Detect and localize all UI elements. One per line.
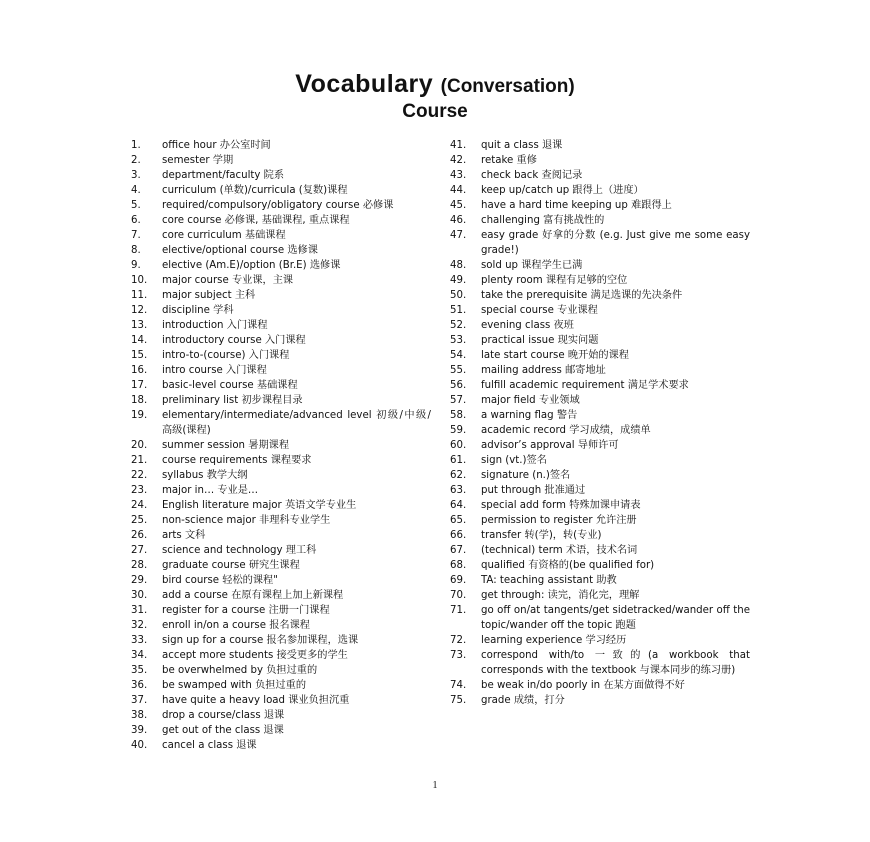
item-number: 25. bbox=[131, 515, 148, 526]
item-number: 24. bbox=[131, 500, 148, 511]
item-number: 53. bbox=[450, 335, 467, 346]
vocab-item bbox=[131, 438, 431, 453]
vocab-item bbox=[131, 708, 431, 723]
vocab-item bbox=[450, 213, 750, 228]
item-number: 73. bbox=[450, 650, 467, 661]
item-number: 13. bbox=[131, 320, 148, 331]
vocab-item bbox=[131, 558, 431, 573]
vocab-item bbox=[131, 528, 431, 543]
vocab-item bbox=[450, 558, 750, 573]
vocab-item bbox=[131, 483, 431, 498]
item-number: 43. bbox=[450, 170, 467, 181]
item-text: learning experience 学习经历 bbox=[481, 635, 627, 646]
item-number: 14. bbox=[131, 335, 148, 346]
item-text: cancel a class 退课 bbox=[162, 740, 257, 751]
item-text: transfer 转(学)，转(专业) bbox=[481, 530, 602, 541]
item-number: 38. bbox=[131, 710, 148, 721]
item-number: 20. bbox=[131, 440, 148, 451]
item-text: major in… 专业是… bbox=[162, 485, 259, 496]
item-text: retake 重修 bbox=[481, 155, 537, 166]
vocab-item bbox=[131, 678, 431, 693]
vocab-item bbox=[450, 273, 750, 288]
item-text: easy grade 好拿的分数 (e.g. Just give me some easy grade!) bbox=[481, 230, 750, 256]
vocab-item bbox=[450, 408, 750, 423]
item-text: be swamped with 负担过重的 bbox=[162, 680, 307, 691]
item-text: have a hard time keeping up 难跟得上 bbox=[481, 200, 672, 211]
vocab-item bbox=[131, 273, 431, 288]
item-text: special course 专业课程 bbox=[481, 305, 598, 316]
item-text: sold up 课程学生已满 bbox=[481, 260, 583, 271]
item-text: evening class 夜班 bbox=[481, 320, 574, 331]
item-text: major course 专业课，主课 bbox=[162, 275, 294, 286]
item-number: 57. bbox=[450, 395, 467, 406]
item-number: 41. bbox=[450, 140, 467, 151]
title-paren: (Conversation) bbox=[440, 76, 575, 97]
item-number: 7. bbox=[131, 230, 141, 241]
left-column bbox=[131, 138, 431, 753]
vocab-item bbox=[450, 633, 750, 648]
page-number: 1 bbox=[432, 780, 438, 791]
item-text: academic record 学习成绩，成绩单 bbox=[481, 425, 651, 436]
item-number: 70. bbox=[450, 590, 467, 601]
item-text: department/faculty 院系 bbox=[162, 170, 285, 181]
item-text: core course 必修课, 基础课程, 重点课程 bbox=[162, 215, 350, 226]
item-text: put through 批准通过 bbox=[481, 485, 586, 496]
page-title bbox=[0, 70, 870, 99]
vocab-item bbox=[131, 303, 431, 318]
item-text: non-science major 非理科专业学生 bbox=[162, 515, 331, 526]
item-number: 1. bbox=[131, 140, 141, 151]
vocab-item bbox=[450, 453, 750, 468]
vocab-item bbox=[131, 243, 431, 258]
vocab-item bbox=[131, 723, 431, 738]
vocab-item bbox=[131, 138, 431, 153]
vocab-item bbox=[450, 438, 750, 453]
item-number: 17. bbox=[131, 380, 148, 391]
item-number: 2. bbox=[131, 155, 141, 166]
item-number: 34. bbox=[131, 650, 148, 661]
vocab-item bbox=[450, 228, 750, 258]
item-number: 21. bbox=[131, 455, 148, 466]
vocab-item bbox=[131, 603, 431, 618]
item-number: 62. bbox=[450, 470, 467, 481]
vocab-item bbox=[131, 513, 431, 528]
item-number: 64. bbox=[450, 500, 467, 511]
item-number: 28. bbox=[131, 560, 148, 571]
item-number: 11. bbox=[131, 290, 148, 301]
item-text: accept more students 接受更多的学生 bbox=[162, 650, 348, 661]
item-text: science and technology 理工科 bbox=[162, 545, 317, 556]
item-text: register for a course 注册一门课程 bbox=[162, 605, 330, 616]
vocab-item bbox=[131, 453, 431, 468]
item-text: have quite a heavy load 课业负担沉重 bbox=[162, 695, 350, 706]
vocab-item bbox=[131, 543, 431, 558]
item-number: 39. bbox=[131, 725, 148, 736]
vocab-item bbox=[450, 498, 750, 513]
item-number: 71. bbox=[450, 605, 467, 616]
item-number: 52. bbox=[450, 320, 467, 331]
item-number: 35. bbox=[131, 665, 148, 676]
item-number: 26. bbox=[131, 530, 148, 541]
item-number: 55. bbox=[450, 365, 467, 376]
item-number: 63. bbox=[450, 485, 467, 496]
item-number: 51. bbox=[450, 305, 467, 316]
item-text: basic-level course 基础课程 bbox=[162, 380, 298, 391]
item-number: 69. bbox=[450, 575, 467, 586]
item-number: 67. bbox=[450, 545, 467, 556]
item-number: 45. bbox=[450, 200, 467, 211]
item-number: 68. bbox=[450, 560, 467, 571]
item-text: semester 学期 bbox=[162, 155, 234, 166]
item-text: elementary/intermediate/advanced level 初级/中级/高级(课程) bbox=[162, 410, 431, 436]
vocab-item bbox=[450, 378, 750, 393]
vocab-item bbox=[450, 423, 750, 438]
item-text: summer session 暑期课程 bbox=[162, 440, 290, 451]
vocab-item bbox=[450, 468, 750, 483]
item-number: 8. bbox=[131, 245, 141, 256]
item-number: 59. bbox=[450, 425, 467, 436]
item-text: course requirements 课程要求 bbox=[162, 455, 312, 466]
item-text: take the prerequisite 满足选课的先决条件 bbox=[481, 290, 683, 301]
item-number: 66. bbox=[450, 530, 467, 541]
item-number: 15. bbox=[131, 350, 148, 361]
item-number: 6. bbox=[131, 215, 141, 226]
vocab-item bbox=[450, 198, 750, 213]
vocab-item bbox=[450, 333, 750, 348]
item-text: graduate course 研究生课程 bbox=[162, 560, 300, 571]
item-text: (technical) term 术语，技术名词 bbox=[481, 545, 638, 556]
right-column bbox=[450, 138, 750, 708]
vocab-item bbox=[131, 228, 431, 243]
vocab-item bbox=[131, 648, 431, 663]
item-number: 48. bbox=[450, 260, 467, 271]
vocab-item bbox=[131, 183, 431, 198]
item-text: syllabus 教学大纲 bbox=[162, 470, 248, 481]
item-text: signature (n.)签名 bbox=[481, 470, 571, 481]
vocab-item bbox=[131, 168, 431, 183]
item-number: 16. bbox=[131, 365, 148, 376]
vocab-item bbox=[131, 333, 431, 348]
item-text: advisor’s approval 导师许可 bbox=[481, 440, 619, 451]
vocab-item bbox=[131, 408, 431, 438]
vocab-item bbox=[450, 138, 750, 153]
item-number: 23. bbox=[131, 485, 148, 496]
item-number: 32. bbox=[131, 620, 148, 631]
vocab-item bbox=[450, 543, 750, 558]
item-text: office hour 办公室时间 bbox=[162, 140, 271, 151]
item-text: be weak in/do poorly in 在某方面做得不好 bbox=[481, 680, 685, 691]
item-text: fulfill academic requirement 满足学术要求 bbox=[481, 380, 689, 391]
vocab-item bbox=[131, 588, 431, 603]
vocab-item bbox=[131, 498, 431, 513]
item-number: 50. bbox=[450, 290, 467, 301]
item-text: bird course 轻松的课程" bbox=[162, 575, 278, 586]
vocab-item bbox=[450, 318, 750, 333]
vocab-item bbox=[450, 348, 750, 363]
item-text: major subject 主科 bbox=[162, 290, 256, 301]
vocab-item bbox=[450, 393, 750, 408]
item-text: core curriculum 基础课程 bbox=[162, 230, 286, 241]
item-number: 19. bbox=[131, 410, 148, 421]
vocab-item bbox=[131, 393, 431, 408]
item-text: keep up/catch up 跟得上（进度） bbox=[481, 185, 644, 196]
vocab-item bbox=[450, 603, 750, 633]
item-number: 22. bbox=[131, 470, 148, 481]
item-text: intro course 入门课程 bbox=[162, 365, 267, 376]
item-number: 61. bbox=[450, 455, 467, 466]
vocab-item bbox=[131, 258, 431, 273]
item-number: 30. bbox=[131, 590, 148, 601]
item-number: 3. bbox=[131, 170, 141, 181]
item-text: quit a class 退课 bbox=[481, 140, 563, 151]
item-text: mailing address 邮寄地址 bbox=[481, 365, 606, 376]
item-number: 56. bbox=[450, 380, 467, 391]
item-number: 33. bbox=[131, 635, 148, 646]
item-number: 36. bbox=[131, 680, 148, 691]
vocab-item bbox=[450, 183, 750, 198]
item-number: 44. bbox=[450, 185, 467, 196]
vocab-item bbox=[131, 198, 431, 213]
vocab-item bbox=[131, 468, 431, 483]
vocab-item bbox=[131, 213, 431, 228]
vocab-item bbox=[131, 318, 431, 333]
item-number: 72. bbox=[450, 635, 467, 646]
item-text: challenging 富有挑战性的 bbox=[481, 215, 605, 226]
item-number: 9. bbox=[131, 260, 141, 271]
vocab-item bbox=[450, 168, 750, 183]
item-text: check back 查阅记录 bbox=[481, 170, 583, 181]
item-text: English literature major 英语文学专业生 bbox=[162, 500, 357, 511]
item-number: 54. bbox=[450, 350, 467, 361]
item-text: intro-to-(course) 入门课程 bbox=[162, 350, 290, 361]
item-number: 27. bbox=[131, 545, 148, 556]
item-number: 49. bbox=[450, 275, 467, 286]
item-text: add a course 在原有课程上加上新课程 bbox=[162, 590, 344, 601]
item-number: 31. bbox=[131, 605, 148, 616]
item-text: enroll in/on a course 报名课程 bbox=[162, 620, 310, 631]
vocab-item bbox=[450, 528, 750, 543]
item-number: 12. bbox=[131, 305, 148, 316]
item-number: 5. bbox=[131, 200, 141, 211]
vocab-item bbox=[450, 693, 750, 708]
item-number: 29. bbox=[131, 575, 148, 586]
vocab-item bbox=[131, 348, 431, 363]
item-text: preliminary list 初步课程目录 bbox=[162, 395, 303, 406]
item-text: sign (vt.)签名 bbox=[481, 455, 547, 466]
vocab-item bbox=[131, 738, 431, 753]
item-text: special add form 特殊加课申请表 bbox=[481, 500, 641, 511]
item-number: 10. bbox=[131, 275, 148, 286]
item-number: 65. bbox=[450, 515, 467, 526]
item-number: 40. bbox=[131, 740, 148, 751]
vocab-item bbox=[450, 513, 750, 528]
vocab-item bbox=[450, 153, 750, 168]
item-text: get through: 读完，消化完，理解 bbox=[481, 590, 640, 601]
vocab-item bbox=[131, 288, 431, 303]
item-number: 58. bbox=[450, 410, 467, 421]
item-number: 37. bbox=[131, 695, 148, 706]
item-number: 74. bbox=[450, 680, 467, 691]
item-text: be overwhelmed by 负担过重的 bbox=[162, 665, 318, 676]
item-number: 60. bbox=[450, 440, 467, 451]
item-text: curriculum (单数)/curricula (复数)课程 bbox=[162, 185, 348, 196]
item-text: qualified 有资格的(be qualified for) bbox=[481, 560, 655, 571]
vocab-item bbox=[131, 363, 431, 378]
item-text: correspond with/to 一致的(a workbook that corresponds with the textbook 与课本同步的练习册) bbox=[481, 650, 750, 676]
vocab-item bbox=[450, 483, 750, 498]
vocab-item bbox=[450, 258, 750, 273]
item-text: elective/optional course 选修课 bbox=[162, 245, 318, 256]
item-text: TA: teaching assistant 助教 bbox=[481, 575, 617, 586]
vocab-item bbox=[131, 693, 431, 708]
vocab-item bbox=[450, 588, 750, 603]
item-number: 47. bbox=[450, 230, 467, 241]
page-subtitle: Course bbox=[402, 101, 468, 122]
vocab-item bbox=[131, 633, 431, 648]
item-text: elective (Am.E)/option (Br.E) 选修课 bbox=[162, 260, 341, 271]
item-text: a warning flag 警告 bbox=[481, 410, 578, 421]
item-text: plenty room 课程有足够的空位 bbox=[481, 275, 628, 286]
item-text: get out of the class 退课 bbox=[162, 725, 284, 736]
item-text: introductory course 入门课程 bbox=[162, 335, 306, 346]
vocab-item bbox=[450, 288, 750, 303]
item-text: required/compulsory/obligatory course 必修课 bbox=[162, 200, 394, 211]
item-text: major field 专业领域 bbox=[481, 395, 580, 406]
item-text: go off on/at tangents/get sidetracked/wander off the topic/wander off the topic 跑题 bbox=[481, 605, 750, 631]
title-main: Vocabulary bbox=[295, 70, 441, 98]
vocab-item bbox=[131, 573, 431, 588]
item-number: 42. bbox=[450, 155, 467, 166]
item-text: grade 成绩，打分 bbox=[481, 695, 565, 706]
vocab-item bbox=[131, 378, 431, 393]
item-text: late start course 晚开始的课程 bbox=[481, 350, 629, 361]
item-text: sign up for a course 报名参加课程，选课 bbox=[162, 635, 359, 646]
item-text: introduction 入门课程 bbox=[162, 320, 268, 331]
vocab-item bbox=[450, 303, 750, 318]
vocab-item bbox=[450, 573, 750, 588]
item-text: discipline 学科 bbox=[162, 305, 234, 316]
item-number: 4. bbox=[131, 185, 141, 196]
item-text: arts 文科 bbox=[162, 530, 206, 541]
item-number: 46. bbox=[450, 215, 467, 226]
vocab-item bbox=[131, 618, 431, 633]
item-number: 18. bbox=[131, 395, 148, 406]
item-number: 75. bbox=[450, 695, 467, 706]
vocab-item bbox=[450, 648, 750, 678]
item-text: permission to register 允许注册 bbox=[481, 515, 637, 526]
vocab-item bbox=[131, 153, 431, 168]
vocab-item bbox=[131, 663, 431, 678]
vocab-item bbox=[450, 678, 750, 693]
item-text: drop a course/class 退课 bbox=[162, 710, 285, 721]
item-text: practical issue 现实问题 bbox=[481, 335, 599, 346]
vocab-item bbox=[450, 363, 750, 378]
